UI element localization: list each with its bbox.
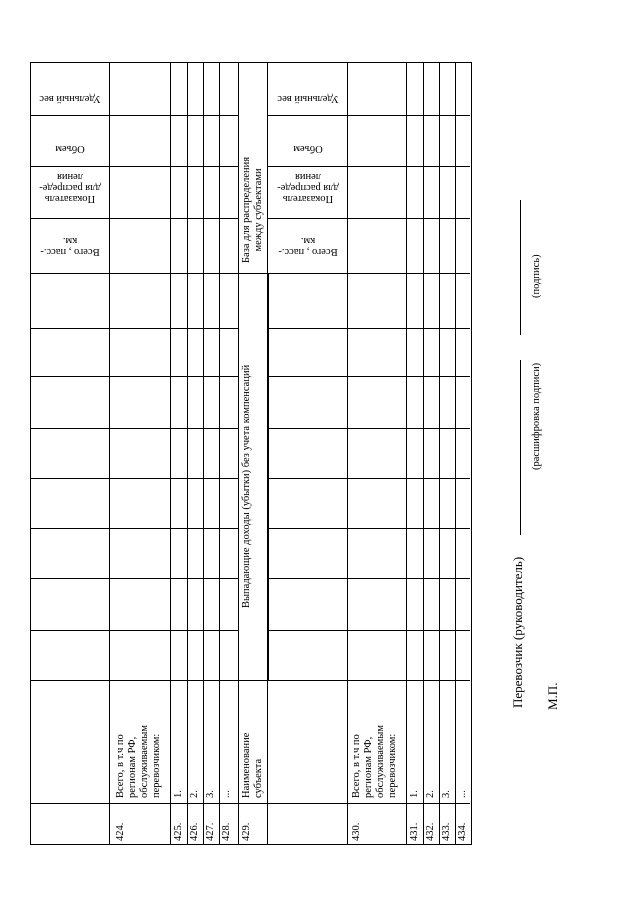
row-line bbox=[238, 63, 239, 844]
row-label: ... bbox=[457, 790, 468, 798]
col-separator bbox=[31, 273, 470, 274]
row-number: 428. bbox=[221, 822, 232, 841]
row-number: 426. bbox=[189, 822, 200, 841]
band-base: База для распределения между субъектами bbox=[241, 156, 264, 263]
row-label: 2. bbox=[425, 790, 436, 798]
row-number: 431. bbox=[409, 822, 420, 841]
row-label: Наименование субъекта bbox=[241, 732, 264, 798]
row-line bbox=[219, 63, 220, 844]
col-separator bbox=[31, 166, 239, 167]
header-volume: Объем bbox=[293, 143, 323, 154]
decoding-label: (расшифровка подписи) bbox=[531, 362, 542, 470]
row-line bbox=[109, 63, 110, 844]
row-label: ... bbox=[221, 790, 232, 798]
row-line bbox=[203, 63, 204, 844]
row-label: 1. bbox=[409, 790, 420, 798]
col-separator bbox=[31, 428, 239, 429]
row-number: 432. bbox=[425, 822, 436, 841]
header-indicator: Показатель для распреде- ления bbox=[39, 171, 101, 204]
row-line bbox=[439, 63, 440, 844]
header-total-pass-km: Всего , пасс.- км. bbox=[278, 235, 338, 257]
row-number: 433. bbox=[441, 822, 452, 841]
col-separator bbox=[31, 630, 239, 631]
signature-label: (подпись) bbox=[531, 254, 542, 298]
col-separator bbox=[31, 528, 239, 529]
row-line bbox=[347, 63, 348, 844]
row-line bbox=[423, 63, 424, 844]
carrier-label: Перевозчик (руководитель) bbox=[510, 556, 525, 708]
signature-line bbox=[520, 200, 521, 335]
col-separator bbox=[31, 578, 239, 579]
header-share: Удельный вес bbox=[277, 93, 339, 104]
band-line bbox=[268, 273, 269, 680]
stamp-label: М.П. bbox=[545, 682, 560, 710]
row-line bbox=[455, 63, 456, 844]
col-separator bbox=[31, 328, 239, 329]
row-number: 427. bbox=[205, 822, 216, 841]
header-separator bbox=[31, 680, 470, 681]
header-volume: Объем bbox=[55, 143, 85, 154]
col-separator bbox=[31, 115, 239, 116]
row-label: 2. bbox=[189, 790, 200, 798]
row-label: Всего, в т.ч по регионам РФ, обслуживаемым перевозчиком: bbox=[115, 725, 162, 798]
carrier-signature-line bbox=[520, 360, 521, 535]
compensation-table bbox=[30, 62, 472, 845]
row-number: 430. bbox=[351, 822, 362, 841]
row-label: 3. bbox=[205, 790, 216, 798]
rownum-separator bbox=[31, 803, 470, 804]
col-separator bbox=[31, 376, 239, 377]
row-line bbox=[170, 63, 171, 844]
header-total-pass-km: Всего , пасс.- км. bbox=[40, 235, 100, 257]
row-line bbox=[406, 63, 407, 844]
row-label: 3. bbox=[441, 790, 452, 798]
band-lost-income: Выпадающие доходы (убытки) без учета компенсаций bbox=[241, 364, 252, 608]
row-number: 434. bbox=[457, 822, 468, 841]
row-line bbox=[187, 63, 188, 844]
row-number: 425. bbox=[173, 822, 184, 841]
row-number: 429. bbox=[241, 822, 252, 841]
row-label: 1. bbox=[173, 790, 184, 798]
row-number: 424. bbox=[115, 822, 126, 841]
col-separator bbox=[31, 218, 239, 219]
col-separator bbox=[31, 478, 239, 479]
header-share: Удельный вес bbox=[39, 93, 101, 104]
header-indicator: Показатель для распреде- ления bbox=[277, 171, 339, 204]
row-label: Всего, в т.ч по регионам РФ, обслуживаемым перевозчиком: bbox=[351, 725, 398, 798]
